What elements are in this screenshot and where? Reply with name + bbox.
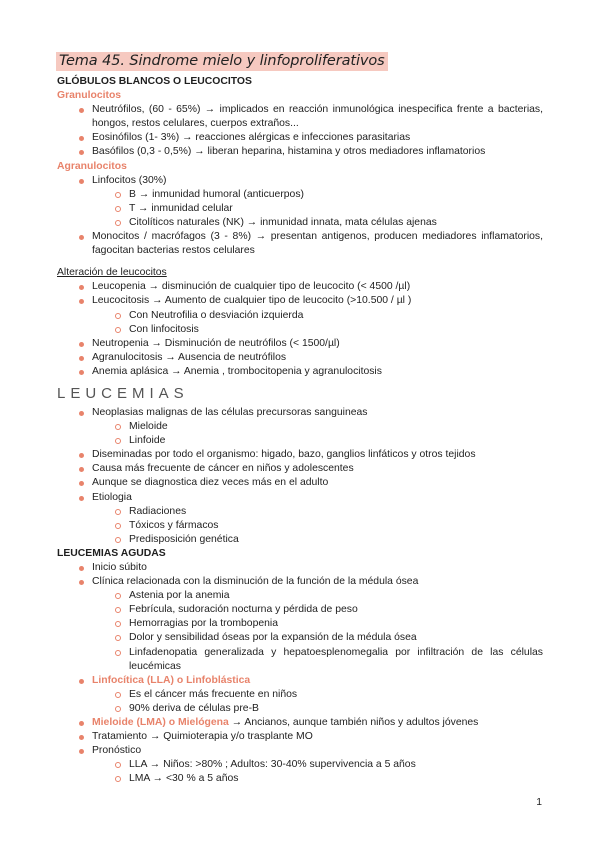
alteracion-list (57, 280, 543, 379)
agudas-heading: LEUCEMIAS AGUDAS (57, 547, 166, 559)
agudas-list (57, 561, 543, 787)
list-item: Anemia aplásica → Anemia , trombocitopenia y agranulocitosis (57, 365, 543, 379)
list-subitem: LLA → Niños: >80% ; Adultos: 30-40% supervivencia a 5 años (57, 758, 543, 772)
document-page (57, 52, 543, 787)
list-subitem: Citolíticos naturales (NK) → inmunidad innata, mata células ajenas (57, 216, 543, 230)
list-subitem: Es el cáncer más frecuente en niños (57, 688, 543, 702)
agranulocitos-list (57, 174, 543, 259)
list-subitem: Astenia por la anemia (57, 589, 543, 603)
page-number: 1 (536, 797, 542, 808)
list-subitem: Dolor y sensibilidad óseas por la expansión de la médula ósea (57, 631, 543, 645)
list-subitem: Radiaciones (57, 505, 543, 519)
list-item: Linfocítica (LLA) o Linfoblástica (57, 674, 543, 688)
list-item: Neutrófilos, (60 - 65%) → implicados en reacción inmunológica inespecifica frente a bacterias, hongos, restos celulares, cuerpos extraños... (57, 103, 543, 131)
leucemias-list (57, 406, 543, 547)
list-item: Neutropenia → Disminución de neutrófilos (< 1500/µl) (57, 337, 543, 351)
list-item: Monocitos / macrófagos (3 - 8%) → presentan antigenos, producen mediadores inflamatorios, fagocitan bacterias restos celulares (57, 230, 543, 258)
list-item: Eosinófilos (1- 3%) → reacciones alérgicas e infecciones parasitarias (57, 131, 543, 145)
leucemias-heading: LEUCEMIAS (57, 384, 189, 402)
list-subitem: Con linfocitosis (57, 323, 543, 337)
list-item: Neoplasias malignas de las células precursoras sanguineas (57, 406, 543, 420)
list-subitem: Tóxicos y fármacos (57, 519, 543, 533)
list-subitem: 90% deriva de células pre-B (57, 702, 543, 716)
list-item: Basófilos (0,3 - 0,5%) → liberan heparina, histamina y otros mediadores inflamatorios (57, 145, 543, 159)
list-item: Aunque se diagnostica diez veces más en el adulto (57, 476, 543, 490)
list-subitem: T → inmunidad celular (57, 202, 543, 216)
list-item: Pronóstico (57, 744, 543, 758)
list-item: Clínica relacionada con la disminución de la función de la médula ósea (57, 575, 543, 589)
granulocitos-list (57, 103, 543, 159)
page-title: Tema 45. Sindrome mielo y linfoproliferativos (56, 52, 388, 71)
list-subitem: Mieloide (57, 420, 543, 434)
list-item: Causa más frecuente de cáncer en niños y adolescentes (57, 462, 543, 476)
list-item: Leucocitosis → Aumento de cualquier tipo de leucocito (>10.500 / µl ) (57, 294, 543, 308)
granulocitos-label: Granulocitos (57, 90, 122, 102)
list-item: Inicio súbito (57, 561, 543, 575)
list-item: Diseminadas por todo el organismo: higado, bazo, ganglios linfáticos y otros tejidos (57, 448, 543, 462)
list-subitem: LMA → <30 % a 5 años (57, 772, 543, 786)
alteracion-label: Alteración de leucocitos (57, 267, 167, 279)
list-subitem: Con Neutrofilia o desviación izquierda (57, 309, 543, 323)
list-item: Agranulocitosis → Ausencia de neutrófilos (57, 351, 543, 365)
list-subitem: B → inmunidad humoral (anticuerpos) (57, 188, 543, 202)
list-subitem: Febrícula, sudoración nocturna y pérdida de peso (57, 603, 543, 617)
list-item: Tratamiento → Quimioterapia y/o trasplante MO (57, 730, 543, 744)
list-item: Etiologia (57, 491, 543, 505)
list-item: Leucopenia → disminución de cualquier tipo de leucocito (< 4500 /µl) (57, 280, 543, 294)
globulos-heading: GLÓBULOS BLANCOS O LEUCOCITOS (57, 76, 252, 87)
list-subitem: Predisposición genética (57, 533, 543, 547)
list-subitem: Linfoide (57, 434, 543, 448)
list-item: Mieloide (LMA) o Mielógena → Ancianos, aunque también niños y adultos jóvenes (57, 716, 543, 730)
list-item: Linfocitos (30%) (57, 174, 543, 188)
agranulocitos-label: Agranulocitos (57, 160, 127, 172)
list-subitem: Linfadenopatia generalizada y hepatoesplenomegalia por infiltración de las células leucémicas (57, 646, 543, 674)
list-subitem: Hemorragias por la trombopenia (57, 617, 543, 631)
